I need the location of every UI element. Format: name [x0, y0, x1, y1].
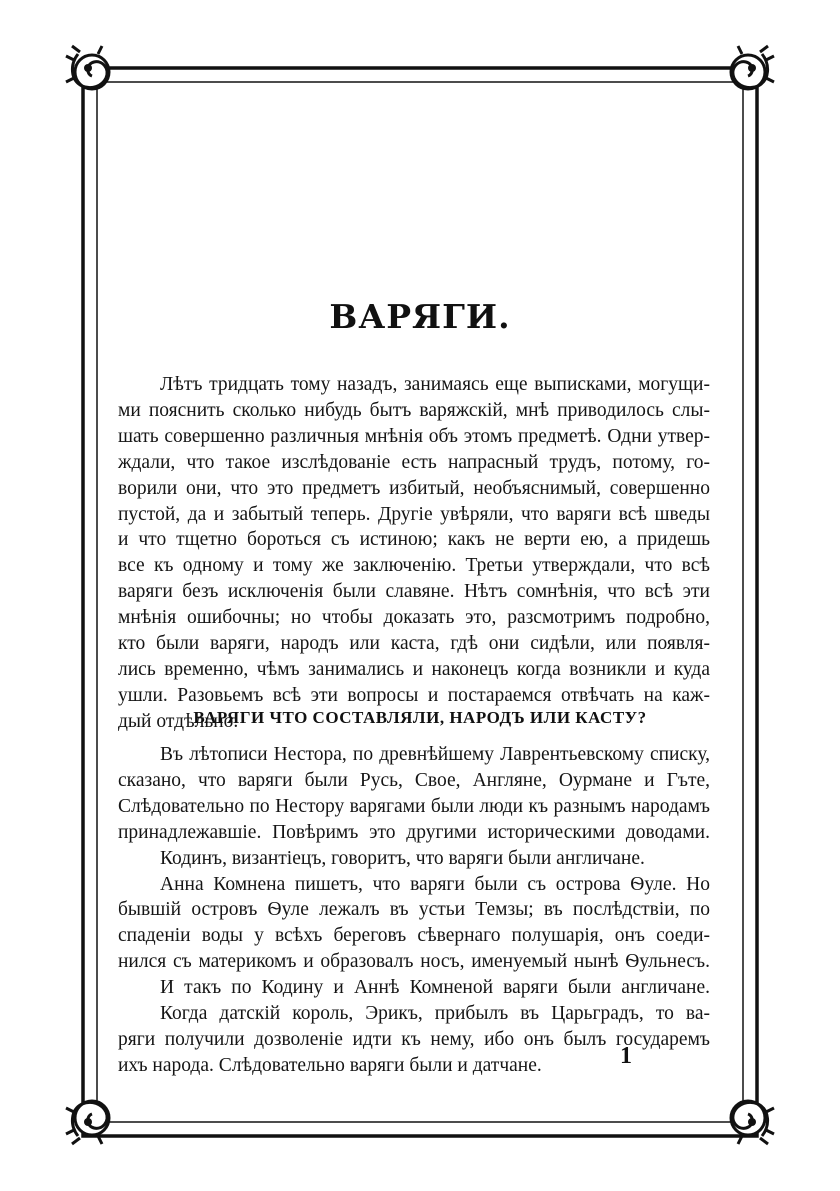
text-line: шать совершенно различныя мнѣнія объ этомъ предметѣ. Одни утвер- [118, 425, 710, 447]
text-line: кто были варяги, народъ или каста, гдѣ они сидѣли, или появля- [118, 633, 710, 655]
text-line: сказано, что варяги были Русь, Свое, Англяне, Оурмане и Гъте, [118, 769, 710, 791]
text-line: ворили они, что это предметъ избитый, необъяснимый, совершенно [118, 477, 710, 499]
text-line: дый отдѣльно. [118, 710, 239, 732]
text-line: нился съ материкомъ и образовалъ носъ, именуемый нынѣ Ѳульнесъ. [118, 951, 710, 973]
text-line: принадлежавшіе. Повѣримъ это другими историческими доводами. [118, 821, 710, 843]
text-line: варяги безъ исключенія были славяне. Нѣтъ сомнѣнія, что всѣ эти [118, 581, 710, 603]
text-line: Анна Комнена пишетъ, что варяги были съ острова Ѳуле. Но [160, 873, 710, 895]
text-line: И такъ по Кодину и Аннѣ Комненой варяги были англичане. [160, 977, 710, 999]
text-line: Лѣтъ тридцать тому назадъ, занимаясь еще выписками, могущи- [160, 374, 710, 395]
text-line: все къ одному и тому же заключенію. Третьи утверждали, что всѣ [118, 555, 710, 577]
text-line: Когда датскій король, Эрикъ, прибылъ въ Царьградъ, то ва- [160, 1003, 710, 1025]
text-line: Слѣдовательно по Нестору варягами были люди къ разнымъ народамъ [118, 795, 710, 817]
intro-paragraph [118, 372, 710, 735]
text-line: ихъ народа. Слѣдовательно варяги были и датчане. [118, 1054, 542, 1076]
section-paragraph [118, 742, 710, 1079]
text-line: спаденіи воды у всѣхъ береговъ сѣвернаго полушарія, онъ соеди- [118, 925, 710, 947]
corner-ornament-top-left [66, 46, 109, 89]
corner-ornament-top-right [731, 46, 774, 89]
text-line: лись временно, чѣмъ занимались и наконецъ когда возникли и куда [118, 658, 710, 680]
section-heading: ВАРЯГИ ЧТО СОСТАВЛЯЛИ, НАРОДЪ ИЛИ КАСТУ? [193, 708, 647, 727]
page-number: 1 [620, 1043, 632, 1069]
text-line: пустой, да и забытый теперь. Другіе увѣряли, что варяги всѣ шведы [118, 503, 710, 525]
text-line: Кодинъ, византіецъ, говоритъ, что варяги были англичане. [160, 847, 645, 869]
text-line: ми пояснить сколько нибудь бытъ варяжскій, мнѣ приводилось слы- [118, 399, 710, 421]
text-line: ушли. Разовьемъ всѣ эти вопросы и постараемся отвѣчать на каж- [118, 684, 710, 706]
text-line: ждали, что такое изслѣдованіе есть напрасный трудъ, потому, го- [118, 451, 710, 473]
text-line: бывшій островъ Ѳуле лежалъ въ устьи Темзы; въ послѣдствіи, по [118, 899, 710, 921]
text-line: мнѣнія ошибочны; но чтобы доказать это, разсмотримъ подробно, [118, 607, 710, 629]
text-line: Въ лѣтописи Нестора, по древнѣйшему Лаврентьевскому списку, [160, 744, 710, 765]
page-title: ВАРЯГИ. [329, 297, 511, 336]
text-line: и что тщетно бороться съ истиною; какъ не верти ею, а придешь [118, 529, 710, 551]
text-line: ряги получили дозволеніе идти къ нему, ибо онъ былъ государемъ [118, 1028, 710, 1050]
